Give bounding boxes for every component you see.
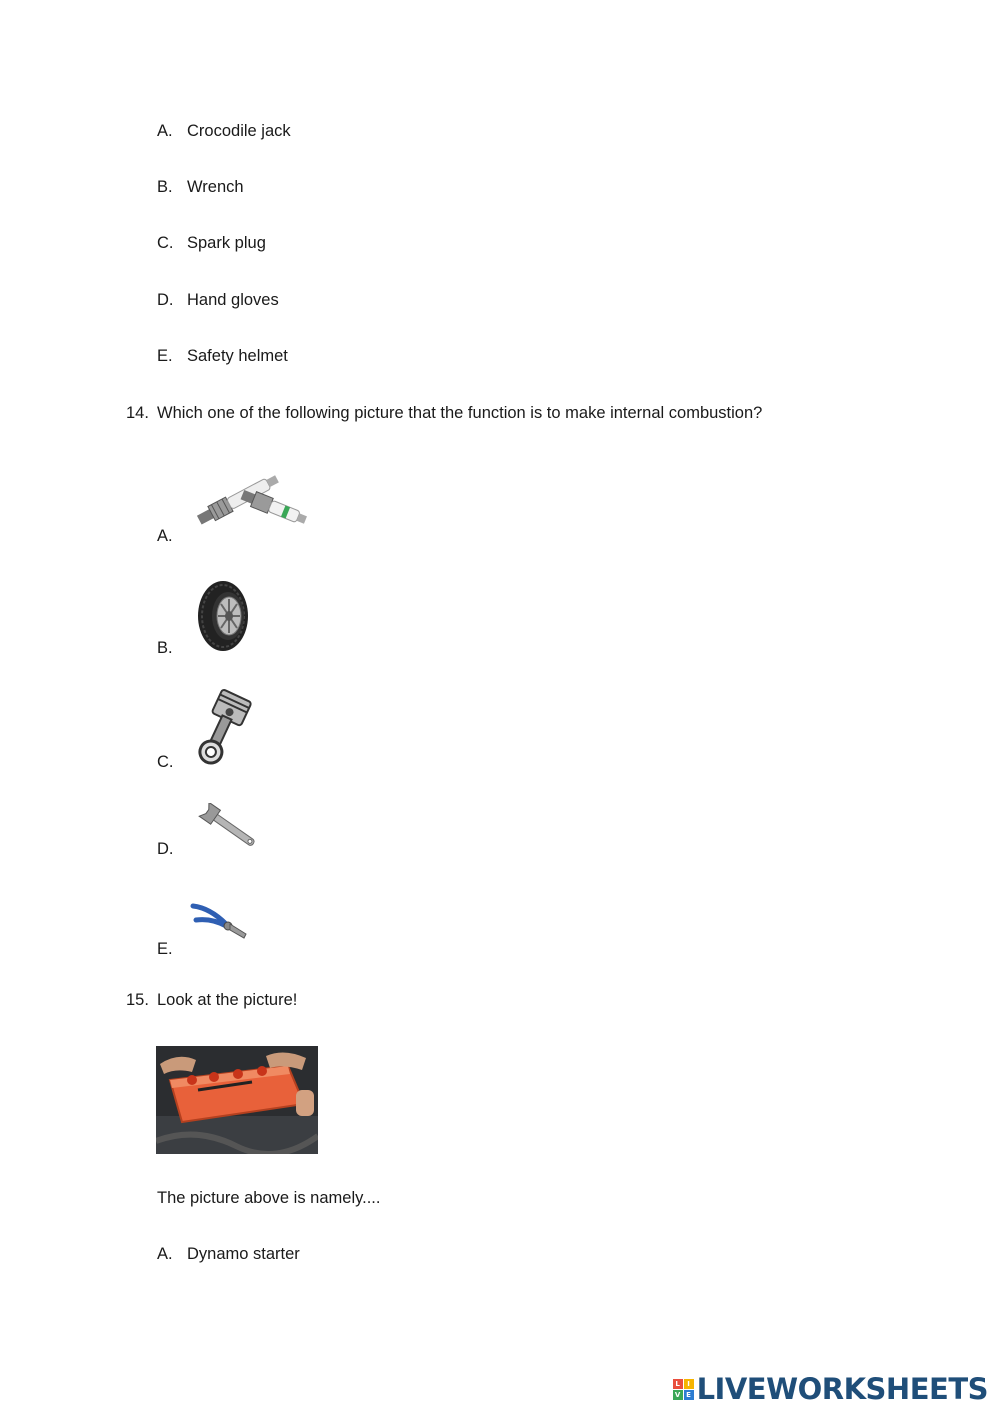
- logo-letter-i: I: [684, 1379, 694, 1389]
- q14-option-b-letter: B.: [157, 639, 173, 657]
- tire-image: [194, 578, 256, 654]
- q15-prompt: The picture above is namely....: [157, 1189, 381, 1207]
- q15-question-text: Look at the picture!: [157, 991, 298, 1009]
- spark-plugs-image: [188, 466, 310, 534]
- q15-option-a-text: Dynamo starter: [187, 1245, 300, 1263]
- piston-image: [190, 688, 252, 768]
- q13-option-c-letter: C.: [157, 234, 174, 252]
- q14-question-text: Which one of the following picture that the function is to make internal combustion?: [157, 404, 763, 422]
- q14-option-e-letter: E.: [157, 940, 173, 958]
- logo-letter-e: E: [684, 1390, 694, 1400]
- q13-option-d-text: Hand gloves: [187, 291, 279, 309]
- adjustable-wrench-image: [196, 803, 264, 853]
- pliers-image: [190, 900, 252, 946]
- liveworksheets-logo: [673, 1372, 988, 1406]
- brand-name: LIVEWORKSHEETS: [696, 1372, 988, 1406]
- q14-option-a-letter: A.: [157, 527, 173, 545]
- q13-option-a-letter: A.: [157, 122, 173, 140]
- q13-option-c-text: Spark plug: [187, 234, 266, 252]
- q13-option-e-text: Safety helmet: [187, 347, 288, 365]
- q14-number: 14.: [126, 404, 149, 422]
- q15-option-a-letter: A.: [157, 1245, 173, 1263]
- q13-option-e-letter: E.: [157, 347, 173, 365]
- car-battery-photo: [156, 1046, 318, 1154]
- q13-option-b-letter: B.: [157, 178, 173, 196]
- logo-grid-icon: [673, 1379, 694, 1400]
- q14-option-d-letter: D.: [157, 840, 174, 858]
- q13-option-b-text: Wrench: [187, 178, 244, 196]
- logo-letter-v: V: [673, 1390, 683, 1400]
- q13-option-a-text: Crocodile jack: [187, 122, 291, 140]
- q14-option-c-letter: C.: [157, 753, 174, 771]
- q15-number: 15.: [126, 991, 149, 1009]
- logo-letter-l: L: [673, 1379, 683, 1389]
- q13-option-d-letter: D.: [157, 291, 174, 309]
